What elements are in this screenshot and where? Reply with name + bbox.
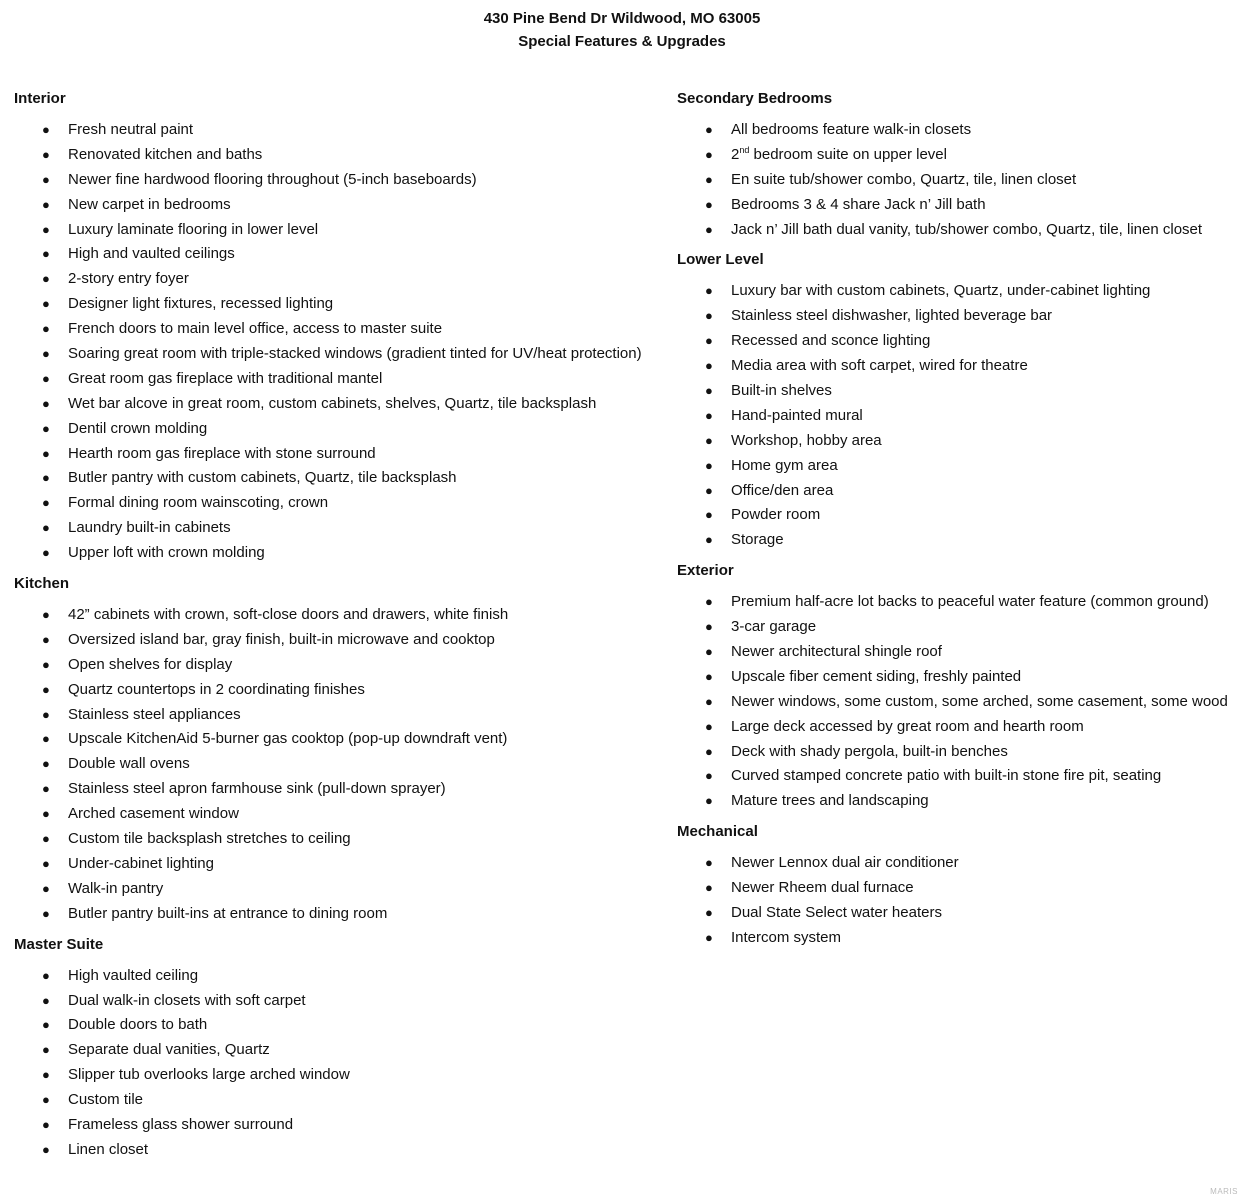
list-item	[14, 827, 664, 852]
list-item-text: Intercom system	[731, 928, 842, 946]
bullet-icon: ●	[42, 470, 50, 486]
list-item	[14, 242, 664, 267]
bullet-icon: ●	[705, 333, 713, 349]
bullet-icon: ●	[42, 545, 50, 561]
list-item	[14, 541, 664, 566]
section-kitchen	[14, 573, 664, 927]
list-item-text: Double doors to bath	[68, 1016, 208, 1034]
list-item	[677, 118, 1237, 143]
bullet-icon: ●	[705, 594, 713, 610]
list-item-text: Upscale KitchenAid 5-burner gas cooktop (pop-up downdraft vent)	[68, 730, 508, 748]
list-item-text: Butler pantry with custom cabinets, Quartz, tile backsplash	[68, 469, 457, 487]
list-item-text: Double wall ovens	[68, 755, 190, 773]
bullet-icon: ●	[42, 321, 50, 337]
list-item	[14, 466, 664, 491]
bullet-icon: ●	[705, 221, 713, 237]
feature-list	[14, 603, 664, 927]
list-item	[14, 417, 664, 442]
bullet-icon: ●	[42, 756, 50, 772]
section-master-suite	[14, 934, 664, 1163]
list-item	[677, 329, 1237, 354]
list-item	[677, 503, 1237, 528]
section-title: Exterior	[677, 562, 734, 580]
feature-list	[14, 964, 664, 1163]
watermark: MARIS	[1210, 1187, 1238, 1196]
bullet-icon: ●	[705, 122, 713, 137]
list-item-text: Newer Rheem dual furnace	[731, 879, 914, 897]
bullet-icon: ●	[705, 482, 713, 498]
list-item-text: Media area with soft carpet, wired for theatre	[731, 357, 1028, 375]
list-item-text: Designer light fixtures, recessed lighting	[68, 295, 334, 313]
list-item	[14, 964, 664, 989]
bullet-icon: ●	[42, 420, 50, 436]
bullet-icon: ●	[42, 992, 50, 1008]
list-item-text: Soaring great room with triple-stacked windows (gradient tinted for UV/heat protection)	[68, 345, 642, 363]
feature-list	[677, 118, 1237, 242]
list-item	[14, 442, 664, 467]
list-item-text: All bedrooms feature walk-in closets	[731, 121, 972, 138]
list-item-text: Storage	[731, 531, 784, 549]
list-item-text: Newer windows, some custom, some arched, some casement, some wood	[731, 692, 1228, 710]
list-item-text: Under-cabinet lighting	[68, 854, 214, 872]
list-item-text: Mature trees and landscaping	[731, 792, 929, 810]
list-item	[677, 851, 1237, 876]
list-item-text: Quartz countertops in 2 coordinating finishes	[68, 680, 365, 698]
list-item-text: Recessed and sconce lighting	[731, 332, 931, 350]
list-item	[14, 628, 664, 653]
feature-list	[677, 590, 1237, 814]
list-item	[677, 789, 1237, 814]
list-item	[14, 653, 664, 678]
section-secondary-bedrooms	[677, 88, 1237, 242]
bullet-icon: ●	[705, 507, 713, 523]
bullet-icon: ●	[42, 395, 50, 411]
list-item	[677, 379, 1237, 404]
list-item-text: Walk-in pantry	[68, 879, 164, 897]
bullet-icon: ●	[42, 495, 50, 511]
list-item-text: Large deck accessed by great room and hearth room	[731, 717, 1084, 735]
list-item-text: Formal dining room wainscoting, crown	[68, 494, 329, 512]
list-item-text: Office/den area	[731, 481, 834, 499]
bullet-icon: ●	[705, 768, 713, 784]
section-exterior	[677, 560, 1237, 814]
list-item	[14, 292, 664, 317]
list-item	[677, 429, 1237, 454]
list-item	[14, 342, 664, 367]
list-item-text: En suite tub/shower combo, Quartz, tile, linen closet	[731, 170, 1077, 188]
section-title: Interior	[14, 90, 66, 107]
bullet-icon: ●	[705, 743, 713, 759]
list-item	[677, 901, 1237, 926]
list-item	[14, 1063, 664, 1088]
list-item-text: 3-car garage	[731, 618, 817, 636]
list-item	[14, 727, 664, 752]
bullet-icon: ●	[42, 731, 50, 747]
bullet-icon: ●	[705, 171, 713, 187]
bullet-icon: ●	[42, 271, 50, 287]
bullet-icon: ●	[705, 283, 713, 299]
list-item	[677, 665, 1237, 690]
bullet-icon: ●	[705, 619, 713, 635]
bullet-icon: ●	[705, 532, 713, 548]
list-item-text: Curved stamped concrete patio with built-in stone fire pit, seating	[731, 767, 1162, 785]
list-item	[14, 168, 664, 193]
bullet-icon: ●	[705, 407, 713, 423]
list-item-text: Upper loft with crown molding	[68, 544, 265, 562]
list-item-text: Luxury laminate flooring in lower level	[68, 220, 319, 238]
list-item-text: New carpet in bedrooms	[68, 195, 231, 213]
section-title: Kitchen	[14, 575, 70, 593]
list-item-text: Open shelves for display	[68, 655, 233, 673]
list-item	[677, 404, 1237, 429]
list-item	[14, 1088, 664, 1113]
list-item	[677, 615, 1237, 640]
bullet-icon: ●	[42, 296, 50, 312]
list-item-text: Bedrooms 3 & 4 share Jack n’ Jill bath	[731, 195, 986, 213]
list-item	[14, 317, 664, 342]
list-item	[677, 715, 1237, 740]
bullet-icon: ●	[705, 905, 713, 921]
section-lower-level	[677, 249, 1237, 553]
bullet-icon: ●	[42, 681, 50, 697]
list-item-text: Fresh neutral paint	[68, 121, 194, 138]
bullet-icon: ●	[42, 1042, 50, 1058]
list-item-text: Newer architectural shingle roof	[731, 643, 942, 661]
list-item-text: Dual State Select water heaters	[731, 904, 942, 922]
bullet-icon: ●	[705, 668, 713, 684]
list-item-text: Newer fine hardwood flooring throughout (5-inch baseboards)	[68, 170, 477, 188]
bullet-icon: ●	[42, 520, 50, 536]
list-item-text: Laundry built-in cabinets	[68, 519, 231, 537]
list-item-text: 2-story entry foyer	[68, 270, 189, 288]
list-item	[14, 491, 664, 516]
list-item-text: Arched casement window	[68, 805, 239, 823]
bullet-icon: ●	[42, 1116, 50, 1132]
section-interior	[14, 88, 664, 566]
list-item	[677, 479, 1237, 504]
bullet-icon: ●	[42, 831, 50, 847]
list-item-text: Dentil crown molding	[68, 419, 208, 437]
bullet-icon: ●	[705, 929, 713, 945]
list-item-text: Luxury bar with custom cabinets, Quartz, under-cabinet lighting	[731, 282, 1151, 300]
list-item	[14, 603, 664, 628]
bullet-icon: ●	[42, 631, 50, 647]
bullet-icon: ●	[42, 880, 50, 896]
list-item-text: 42” cabinets with crown, soft-close doors and drawers, white finish	[68, 606, 509, 624]
section-title: Secondary Bedrooms	[677, 90, 833, 107]
list-item	[14, 678, 664, 703]
list-item-text: 2nd bedroom suite on upper level	[731, 144, 947, 163]
bullet-icon: ●	[42, 706, 50, 722]
list-item	[677, 218, 1237, 243]
bullet-icon: ●	[705, 457, 713, 473]
section-title: Mechanical	[677, 823, 758, 841]
list-item	[14, 1038, 664, 1063]
list-item-text: Wet bar alcove in great room, custom cabinets, shelves, Quartz, tile backsplash	[68, 394, 597, 412]
list-item-text: High and vaulted ceilings	[68, 245, 235, 263]
bullet-icon: ●	[42, 855, 50, 871]
list-item-text: Powder room	[731, 506, 821, 524]
list-item	[14, 392, 664, 417]
section-title: Lower Level	[677, 251, 764, 269]
bullet-icon: ●	[705, 855, 713, 871]
bullet-icon: ●	[42, 246, 50, 262]
bullet-icon: ●	[42, 221, 50, 237]
bullet-icon: ●	[705, 358, 713, 374]
list-item	[677, 279, 1237, 304]
bullet-icon: ●	[42, 1067, 50, 1083]
list-item	[677, 740, 1237, 765]
list-item	[14, 1113, 664, 1138]
bullet-icon: ●	[705, 308, 713, 324]
list-item	[14, 118, 664, 143]
bullet-icon: ●	[42, 1092, 50, 1108]
list-item-text: Separate dual vanities, Quartz	[68, 1041, 270, 1059]
list-item	[14, 1013, 664, 1038]
list-item	[14, 267, 664, 292]
bullet-icon: ●	[705, 718, 713, 734]
list-item	[677, 690, 1237, 715]
list-item	[14, 902, 664, 927]
document-subtitle: Special Features & Upgrades	[518, 33, 726, 50]
list-item	[14, 367, 664, 392]
bullet-icon: ●	[42, 905, 50, 921]
bullet-icon: ●	[42, 1141, 50, 1157]
list-item-text: Renovated kitchen and baths	[68, 145, 263, 163]
list-item	[677, 454, 1237, 479]
bullet-icon: ●	[705, 793, 713, 809]
list-item	[14, 752, 664, 777]
bullet-icon: ●	[42, 1017, 50, 1033]
bullet-icon: ●	[705, 880, 713, 896]
bullet-icon: ●	[42, 171, 50, 187]
list-item-text: Stainless steel dishwasher, lighted beverage bar	[731, 307, 1053, 325]
list-item-text: Hearth room gas fireplace with stone surround	[68, 444, 376, 462]
list-item-text: Great room gas fireplace with traditional mantel	[68, 369, 383, 387]
list-item-text: Built-in shelves	[731, 382, 832, 400]
list-item-text: Slipper tub overlooks large arched window	[68, 1066, 350, 1084]
list-item-text: Custom tile	[68, 1091, 144, 1109]
list-item	[677, 168, 1237, 193]
bullet-icon: ●	[42, 607, 50, 623]
bullet-icon: ●	[705, 644, 713, 660]
list-item	[677, 764, 1237, 789]
list-item	[677, 876, 1237, 901]
list-item-text: Home gym area	[731, 456, 838, 474]
bullet-icon: ●	[42, 806, 50, 822]
list-item	[14, 703, 664, 728]
list-item	[677, 528, 1237, 553]
list-item	[14, 877, 664, 902]
list-item	[14, 143, 664, 168]
bullet-icon: ●	[42, 146, 50, 162]
list-item	[14, 802, 664, 827]
list-item-text: High vaulted ceiling	[68, 966, 199, 984]
list-item-text: French doors to main level office, access to master suite	[68, 320, 443, 338]
bullet-icon: ●	[705, 196, 713, 212]
list-item	[677, 304, 1237, 329]
list-item	[14, 777, 664, 802]
list-item	[677, 354, 1237, 379]
list-item-text: Linen closet	[68, 1140, 149, 1158]
list-item	[14, 218, 664, 243]
list-item-text: Dual walk-in closets with soft carpet	[68, 991, 306, 1009]
bullet-icon: ●	[42, 967, 50, 983]
list-item-text: Workshop, hobby area	[731, 431, 882, 449]
list-item-text: Jack n’ Jill bath dual vanity, tub/shower combo, Quartz, tile, linen closet	[731, 220, 1203, 238]
bullet-icon: ●	[42, 656, 50, 672]
list-item-text: Butler pantry built-ins at entrance to dining room	[68, 904, 388, 922]
list-item-text: Hand-painted mural	[731, 406, 863, 424]
bullet-icon: ●	[42, 370, 50, 386]
list-item-text: Upscale fiber cement siding, freshly painted	[731, 667, 1022, 685]
list-item-text: Custom tile backsplash stretches to ceiling	[68, 830, 351, 848]
list-item-text: Stainless steel apron farmhouse sink (pull-down sprayer)	[68, 780, 446, 798]
bullet-icon: ●	[705, 383, 713, 399]
bullet-icon: ●	[42, 346, 50, 362]
feature-list	[14, 118, 664, 566]
list-item	[14, 1138, 664, 1163]
section-mechanical	[677, 821, 1237, 951]
bullet-icon: ●	[42, 445, 50, 461]
list-item	[677, 143, 1237, 168]
list-item-text: Oversized island bar, gray finish, built-in microwave and cooktop	[68, 630, 495, 648]
left-column	[14, 88, 664, 1170]
feature-list	[677, 851, 1237, 951]
list-item	[677, 926, 1237, 951]
bullet-icon: ●	[42, 122, 50, 137]
list-item	[677, 640, 1237, 665]
bullet-icon: ●	[705, 146, 713, 162]
feature-list	[677, 279, 1237, 553]
list-item	[677, 193, 1237, 218]
right-column	[677, 88, 1237, 958]
list-item-text: Stainless steel appliances	[68, 705, 241, 723]
list-item-text: Frameless glass shower surround	[68, 1115, 294, 1133]
list-item-text: Newer Lennox dual air conditioner	[731, 854, 959, 872]
bullet-icon: ●	[42, 781, 50, 797]
list-item	[677, 590, 1237, 615]
list-item-text: Premium half-acre lot backs to peaceful water feature (common ground)	[731, 593, 1209, 611]
list-item	[14, 193, 664, 218]
bullet-icon: ●	[42, 196, 50, 212]
document-header	[0, 7, 1244, 53]
list-item	[14, 516, 664, 541]
bullet-icon: ●	[705, 432, 713, 448]
bullet-icon: ●	[705, 693, 713, 709]
section-title: Master Suite	[14, 935, 104, 953]
list-item-text: Deck with shady pergola, built-in benches	[731, 742, 1008, 760]
list-item	[14, 852, 664, 877]
property-address: 430 Pine Bend Dr Wildwood, MO 63005	[483, 10, 761, 27]
list-item	[14, 989, 664, 1014]
